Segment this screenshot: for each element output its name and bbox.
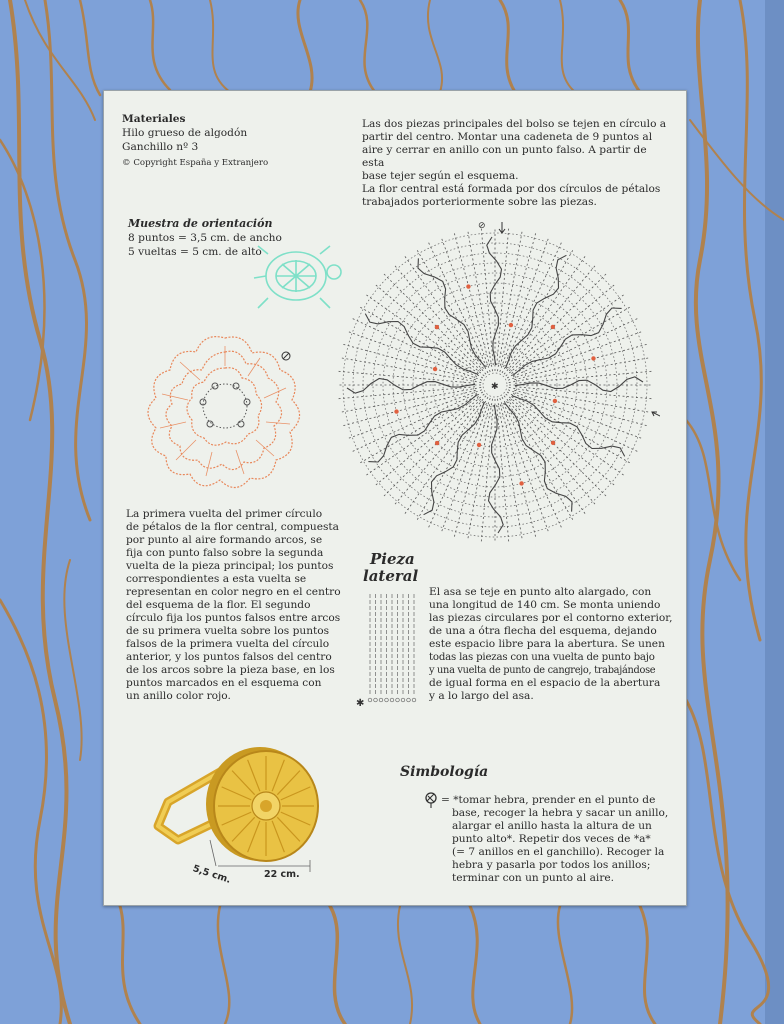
bag-depth-label: 5,5 cm. <box>191 863 233 886</box>
materials-title: Materiales <box>122 113 186 125</box>
svg-text:✱: ✱ <box>356 698 365 708</box>
side-piece-title-line-2: lateral <box>363 567 419 585</box>
copyright-note: © Copyright España y Extranjero <box>122 158 269 168</box>
side-piece-instructions: El asa se teje en punto alto alargado, con una longitud de 140 cm. Se monta uniendo las piezas circulares por el contorno exterior, de una a ótra flecha del esquema, dejando este espacio libre para la abertura. Se unen todas las piezas con una vuelta de punto bajo y una vuelta de punto de cangrejo, trabajándose de igual forma en el espacio de la abertura y a lo largo del asa. <box>429 586 673 702</box>
symbology-title: Simbología <box>400 764 489 780</box>
materials-hook: Ganchillo nº 3 <box>122 141 199 153</box>
flower-instructions: La primera vuelta del primer círculo de pétalos de la flor central, compuesta por punto al aire formando arcos, se fija con punto falso sobre la segunda vuelta de la pieza principal; los puntos correspondientes a esta vuelta se representan en color negro en el centro del esquema de la flor. El segundo círculo fija los puntos falsos entre arcos de su primera vuelta sobre los puntos falsos de la primera vuelta del círculo anterior, y los puntos falsos del centro de los arcos sobre la pieza base, en los puntos marcados en el esquema con un anillo color rojo. <box>126 508 341 702</box>
bag-width-label: 22 cm. <box>264 869 300 880</box>
bag-illustration <box>150 744 330 894</box>
gauge-title: Muestra de orientación <box>128 217 273 230</box>
stitch-symbol-icon <box>424 791 438 809</box>
symbology-line-0: = *tomar hebra, prender en el punto de <box>441 794 656 806</box>
svg-text:✱: ✱ <box>491 382 499 392</box>
gauge-line-2: 5 vueltas = 5 cm. de alto <box>128 246 262 258</box>
gauge-line-1: 8 puntos = 3,5 cm. de ancho <box>128 232 282 244</box>
circle-chart <box>330 222 660 548</box>
svg-text:⊘: ⊘ <box>478 222 486 231</box>
symbology-text: base, recoger la hebra y sacar un anillo, alargar el anillo hasta la altura de un punto alto*. Repetir dos veces de *a* (= 7 anillos en el ganchillo). Recoger la hebra y pasarla por todos los anillos; terminar con un punto al aire. <box>452 807 669 884</box>
side-piece-title-line-1: Pieza <box>370 550 415 568</box>
side-piece-chart <box>356 590 420 708</box>
materials-yarn: Hilo grueso de algodón <box>122 127 248 139</box>
flower-chart <box>140 328 310 494</box>
intro-text: Las dos piezas principales del bolso se tejen en círculo a partir del centro. Montar una cadeneta de 9 puntos al aire y cerrar en anillo con un punto falso. A partir de esta base tejer según el esquema. La flor central está formada por dos círculos de pétalos trabajados porteriormente sobre las piezas. <box>362 118 667 208</box>
